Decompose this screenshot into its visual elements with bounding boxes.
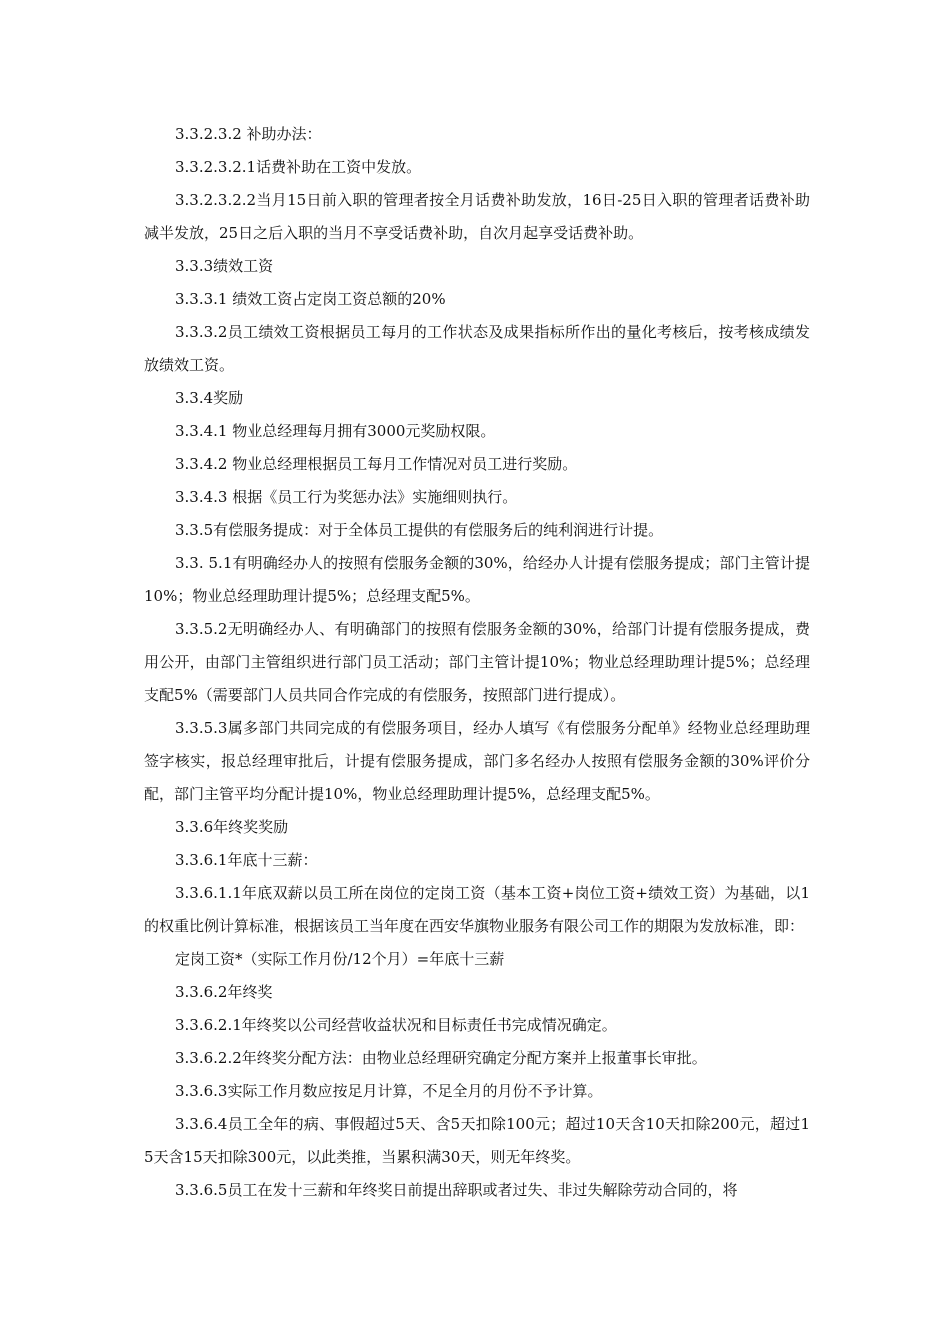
paragraph: 3.3.3.2员工绩效工资根据员工每月的工作状态及成果指标所作出的量化考核后，按考核成绩发放绩效工资。 xyxy=(144,323,810,374)
paragraph: 3.3.4.1 物业总经理每月拥有3000元奖励权限。 xyxy=(175,422,496,440)
formula-line: 定岗工资*（实际工作月份/12个月）=年底十三薪 xyxy=(175,950,505,968)
paragraph: 3.3.6.5员工在发十三薪和年终奖日前提出辞职或者过失、非过失解除劳动合同的，将 xyxy=(175,1181,738,1199)
paragraph: 3.3.2.3.2.2当月15日前入职的管理者按全月话费补助发放，16日-25日入职的管理者话费补助减半发放，25日之后入职的当月不享受话费补助，自次月起享受话费补助。 xyxy=(144,191,810,242)
paragraph: 3.3.4.3 根据《员工行为奖惩办法》实施细则执行。 xyxy=(175,488,518,506)
document-body xyxy=(144,118,810,1207)
section-heading: 3.3.4奖励 xyxy=(175,389,244,407)
paragraph: 3.3.6.1年底十三薪： xyxy=(175,851,318,869)
paragraph: 3.3.5.2无明确经办人、有明确部门的按照有偿服务金额的30%，给部门计提有偿服务提成，费用公开，由部门主管组织进行部门员工活动；部门主管计提10%；物业总经理助理计提5%；总经理支配5%（需要部门人员共同合作完成的有偿服务，按照部门进行提成）。 xyxy=(144,620,810,704)
section-heading: 3.3.5有偿服务提成：对于全体员工提供的有偿服务后的纯利润进行计提。 xyxy=(175,521,664,539)
section-heading: 3.3.3绩效工资 xyxy=(175,257,274,275)
paragraph: 3.3.6.2.2年终奖分配方法：由物业总经理研究确定分配方案并上报董事长审批。 xyxy=(175,1049,707,1067)
paragraph: 3.3.6.2.1年终奖以公司经营收益状况和目标责任书完成情况确定。 xyxy=(175,1016,617,1034)
paragraph: 3.3.5.3属多部门共同完成的有偿服务项目，经办人填写《有偿服务分配单》经物业总经理助理签字核实，报总经理审批后，计提有偿服务提成，部门多名经办人按照有偿服务金额的30%评价分配，部门主管平均分配计提10%，物业总经理助理计提5%，总经理支配5%。 xyxy=(144,719,810,803)
paragraph: 3.3.6.3实际工作月数应按足月计算，不足全月的月份不予计算。 xyxy=(175,1082,603,1100)
section-heading: 3.3.6年终奖奖励 xyxy=(175,818,289,836)
paragraph: 3.3.6.4员工全年的病、事假超过5天、含5天扣除100元；超过10天含10天扣除200元，超过15天含15天扣除300元，以此类推，当累积满30天，则无年终奖。 xyxy=(144,1115,810,1166)
paragraph: 3.3.6.1.1年底双薪以员工所在岗位的定岗工资（基本工资+岗位工资+绩效工资）为基础，以1的权重比例计算标准，根据该员工当年度在西安华旗物业服务有限公司工作的期限为发放标准，即： xyxy=(144,884,810,935)
section-heading: 3.3.2.3.2 补助办法： xyxy=(175,125,322,143)
section-heading: 3.3.6.2年终奖 xyxy=(175,983,273,1001)
paragraph: 3.3.3.1 绩效工资占定岗工资总额的20% xyxy=(175,290,446,308)
paragraph: 3.3.4.2 物业总经理根据员工每月工作情况对员工进行奖励。 xyxy=(175,455,578,473)
paragraph: 3.3. 5.1有明确经办人的按照有偿服务金额的30%，给经办人计提有偿服务提成；部门主管计提10%；物业总经理助理计提5%；总经理支配5%。 xyxy=(144,554,810,605)
paragraph: 3.3.2.3.2.1话费补助在工资中发放。 xyxy=(175,158,422,176)
